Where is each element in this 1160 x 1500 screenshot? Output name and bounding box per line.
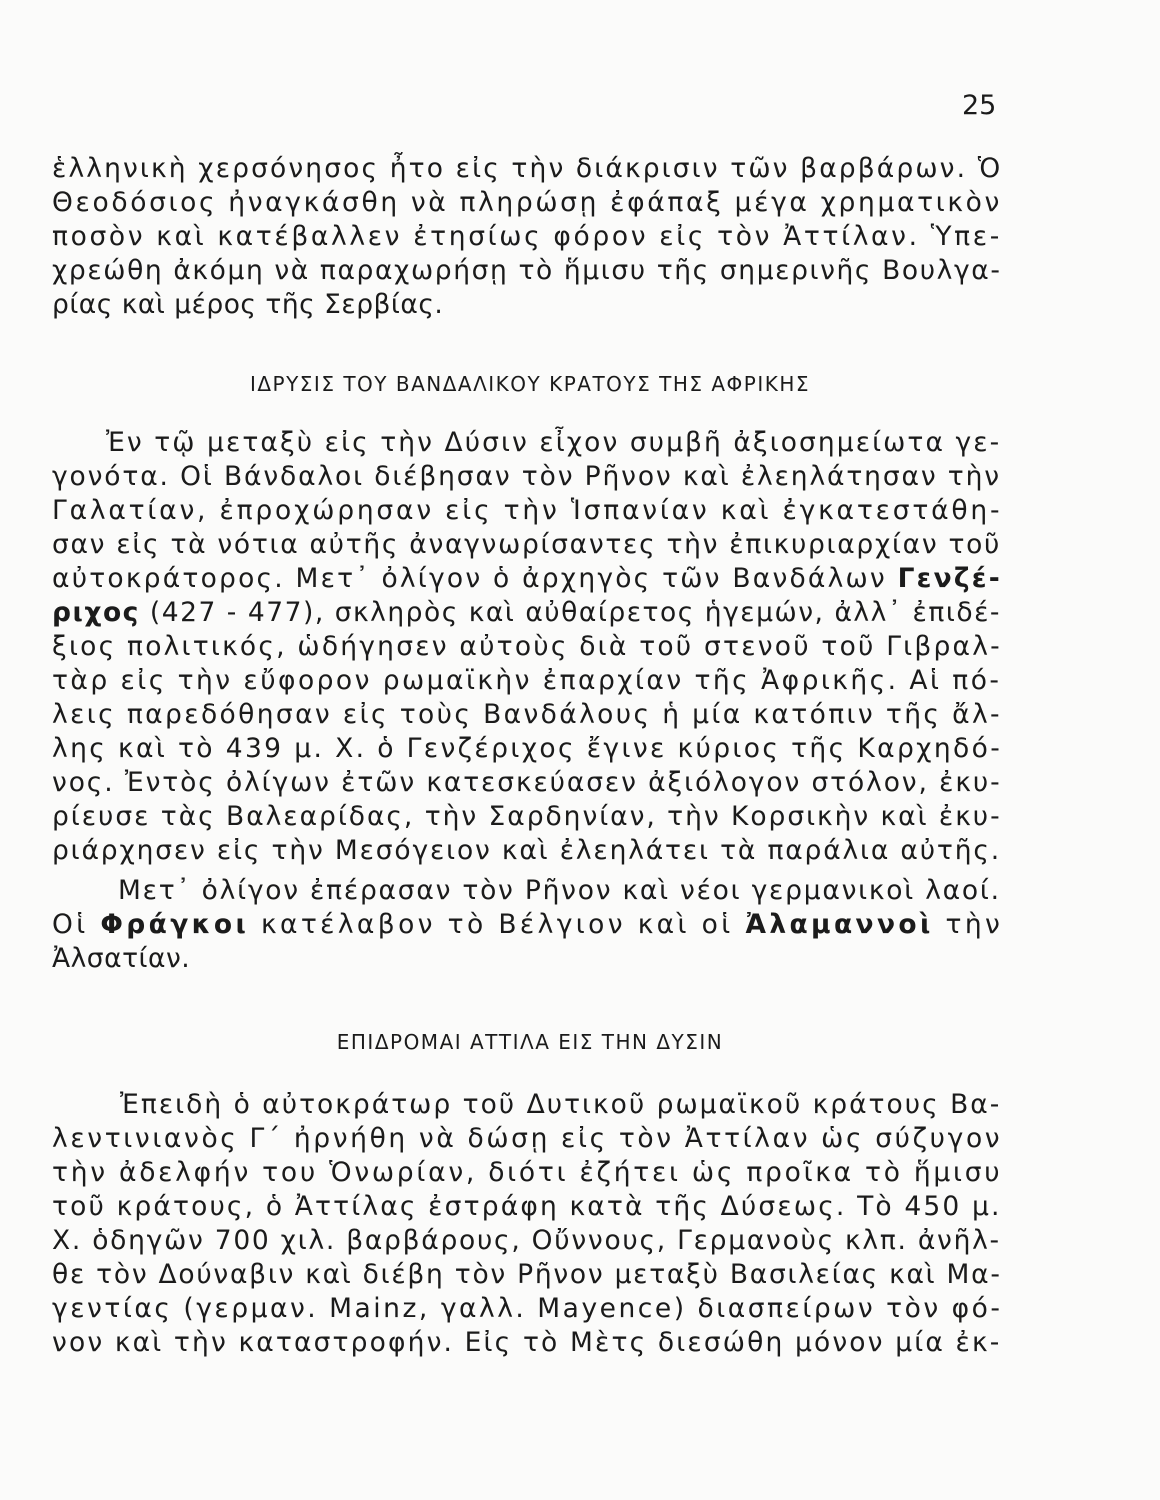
text-line: λης καὶ τὸ 439 μ. Χ. ὁ Γενζέριχος ἔγινε κύριος τῆς Καρχηδό- bbox=[52, 733, 1003, 764]
bold-name: Ἀλαμαννοὶ bbox=[745, 909, 934, 940]
bold-name: Γενζέ- bbox=[897, 563, 1002, 594]
text-line: Ἐπειδὴ ὁ αὐτοκράτωρ τοῦ Δυτικοῦ ρωμαϊκοῦ κράτους Βα- bbox=[120, 1089, 1002, 1120]
text-segment: αὐτοκράτορος. Μετ᾿ ὀλίγον ὁ ἀρχηγὸς τῶν Βανδάλων bbox=[52, 563, 898, 594]
text-line: Ἀλσατίαν. bbox=[52, 943, 191, 974]
text-line: ριάρχησεν εἰς τὴν Μεσόγειον καὶ ἐλεηλάτει τὰ παράλια αὐτῆς. bbox=[52, 835, 1001, 866]
text-line: Χ. ὁδηγῶν 700 χιλ. βαρβάρους, Οὔννους, Γερμανοὺς κλπ. ἀνῆλ- bbox=[52, 1225, 1001, 1256]
text-line: ποσὸν καὶ κατέβαλλεν ἐτησίως φόρον εἰς τὸν Ἀττίλαν. Ὑπε- bbox=[52, 221, 1002, 252]
text-line bbox=[52, 562, 1002, 596]
text-line: χρεώθη ἀκόμη νὰ παραχωρήσῃ τὸ ἥμισυ τῆς σημερινῆς Βουλγα- bbox=[52, 255, 1002, 286]
bold-name: ριχος bbox=[52, 597, 140, 628]
text-line: γονότα. Οἱ Βάνδαλοι διέβησαν τὸν Ρῆνον καὶ ἐλεηλάτησαν τὴν bbox=[52, 461, 1001, 492]
text-line: ἑλληνικὴ χερσόνησος ἦτο εἰς τὴν διάκρισιν τῶν βαρβάρων. Ὁ bbox=[52, 153, 1003, 184]
text-line: Μετ᾿ ὀλίγον ἐπέρασαν τὸν Ρῆνον καὶ νέοι γερμανικοὶ λαοί. bbox=[118, 875, 1001, 906]
text-line: τοῦ κράτους, ὁ Ἀττίλας ἐστράφη κατὰ τῆς Δύσεως. Τὸ 450 μ. bbox=[52, 1191, 1002, 1222]
text-line: ρίευσε τὰς Βαλεαρίδας, τὴν Σαρδηνίαν, τὴν Κορσικὴν καὶ ἐκυ- bbox=[52, 801, 1002, 832]
section-heading: ΕΠΙΔΡΟΜΑΙ ΑΤΤΙΛΑ ΕΙΣ ΤΗΝ ΔΥΣΙΝ bbox=[336, 1030, 724, 1054]
text-segment: τὴν bbox=[933, 909, 1004, 940]
text-line: θε τὸν Δούναβιν καὶ διέβη τὸν Ρῆνον μεταξὺ Βασιλείας καὶ Μα- bbox=[52, 1259, 1002, 1290]
text-line: σαν εἰς τὰ νότια αὐτῆς ἀναγνωρίσαντες τὴν ἐπικυριαρχίαν τοῦ bbox=[52, 529, 1002, 560]
text-line: νος. Ἐντὸς ὀλίγων ἐτῶν κατεσκεύασεν ἀξιόλογον στόλον, ἐκυ- bbox=[52, 767, 1002, 798]
text-line: τὰρ εἰς τὴν εὔφορον ρωμαϊκὴν ἐπαρχίαν τῆς Ἀφρικῆς. Αἱ πό- bbox=[52, 665, 1002, 696]
text-line: Γαλατίαν, ἐπροχώρησαν εἰς τὴν Ἱσπανίαν καὶ ἐγκατεστάθη- bbox=[52, 495, 1003, 526]
page-number: 25 bbox=[962, 90, 997, 121]
text-line: τὴν ἀδελφήν του Ὁνωρίαν, διότι ἐζήτει ὡς προῖκα τὸ ἥμισυ bbox=[52, 1157, 1003, 1188]
text-line: Θεοδόσιος ἠναγκάσθη νὰ πληρώσῃ ἐφάπαξ μέγα χρηματικὸν bbox=[52, 187, 1002, 218]
text-line bbox=[52, 596, 1001, 630]
text-line: γεντίας (γερμαν. Mainz, γαλλ. Mayence) διασπείρων τὸν φό- bbox=[52, 1293, 1003, 1324]
bold-name: Φράγκοι bbox=[100, 909, 250, 940]
text-line: λεντινιανὸς Γ΄ ἠρνήθη νὰ δώσῃ εἰς τὸν Ἀττίλαν ὡς σύζυγον bbox=[52, 1123, 1003, 1154]
text-segment: Οἱ bbox=[52, 909, 101, 940]
text-line bbox=[52, 908, 1003, 942]
text-line: Ἐν τῷ μεταξὺ εἰς τὴν Δύσιν εἶχον συμβῆ ἀξιοσημείωτα γε- bbox=[106, 427, 1002, 458]
text-line: ρίας καὶ μέρος τῆς Σερβίας. bbox=[52, 289, 444, 320]
text-line: νον καὶ τὴν καταστροφήν. Εἰς τὸ Μὲτς διεσώθη μόνον μία ἐκ- bbox=[52, 1327, 1002, 1358]
section-heading: ΙΔΡΥΣΙΣ ΤΟΥ ΒΑΝΔΑΛΙΚΟΥ ΚΡΑΤΟΥΣ ΤΗΣ ΑΦΡΙΚΗΣ bbox=[249, 372, 811, 396]
text-segment: (427 - 477), σκληρὸς καὶ αὐθαίρετος ἡγεμών, ἀλλ᾿ ἐπιδέ- bbox=[139, 597, 1002, 628]
text-segment: κατέλαβον τὸ Βέλγιον καὶ οἱ bbox=[249, 909, 746, 940]
text-line: ξιος πολιτικός, ὡδήγησεν αὐτοὺς διὰ τοῦ στενοῦ τοῦ Γιβραλ- bbox=[52, 631, 1002, 662]
text-line: λεις παρεδόθησαν εἰς τοὺς Βανδάλους ἡ μία κατόπιν τῆς ἄλ- bbox=[52, 699, 1002, 730]
